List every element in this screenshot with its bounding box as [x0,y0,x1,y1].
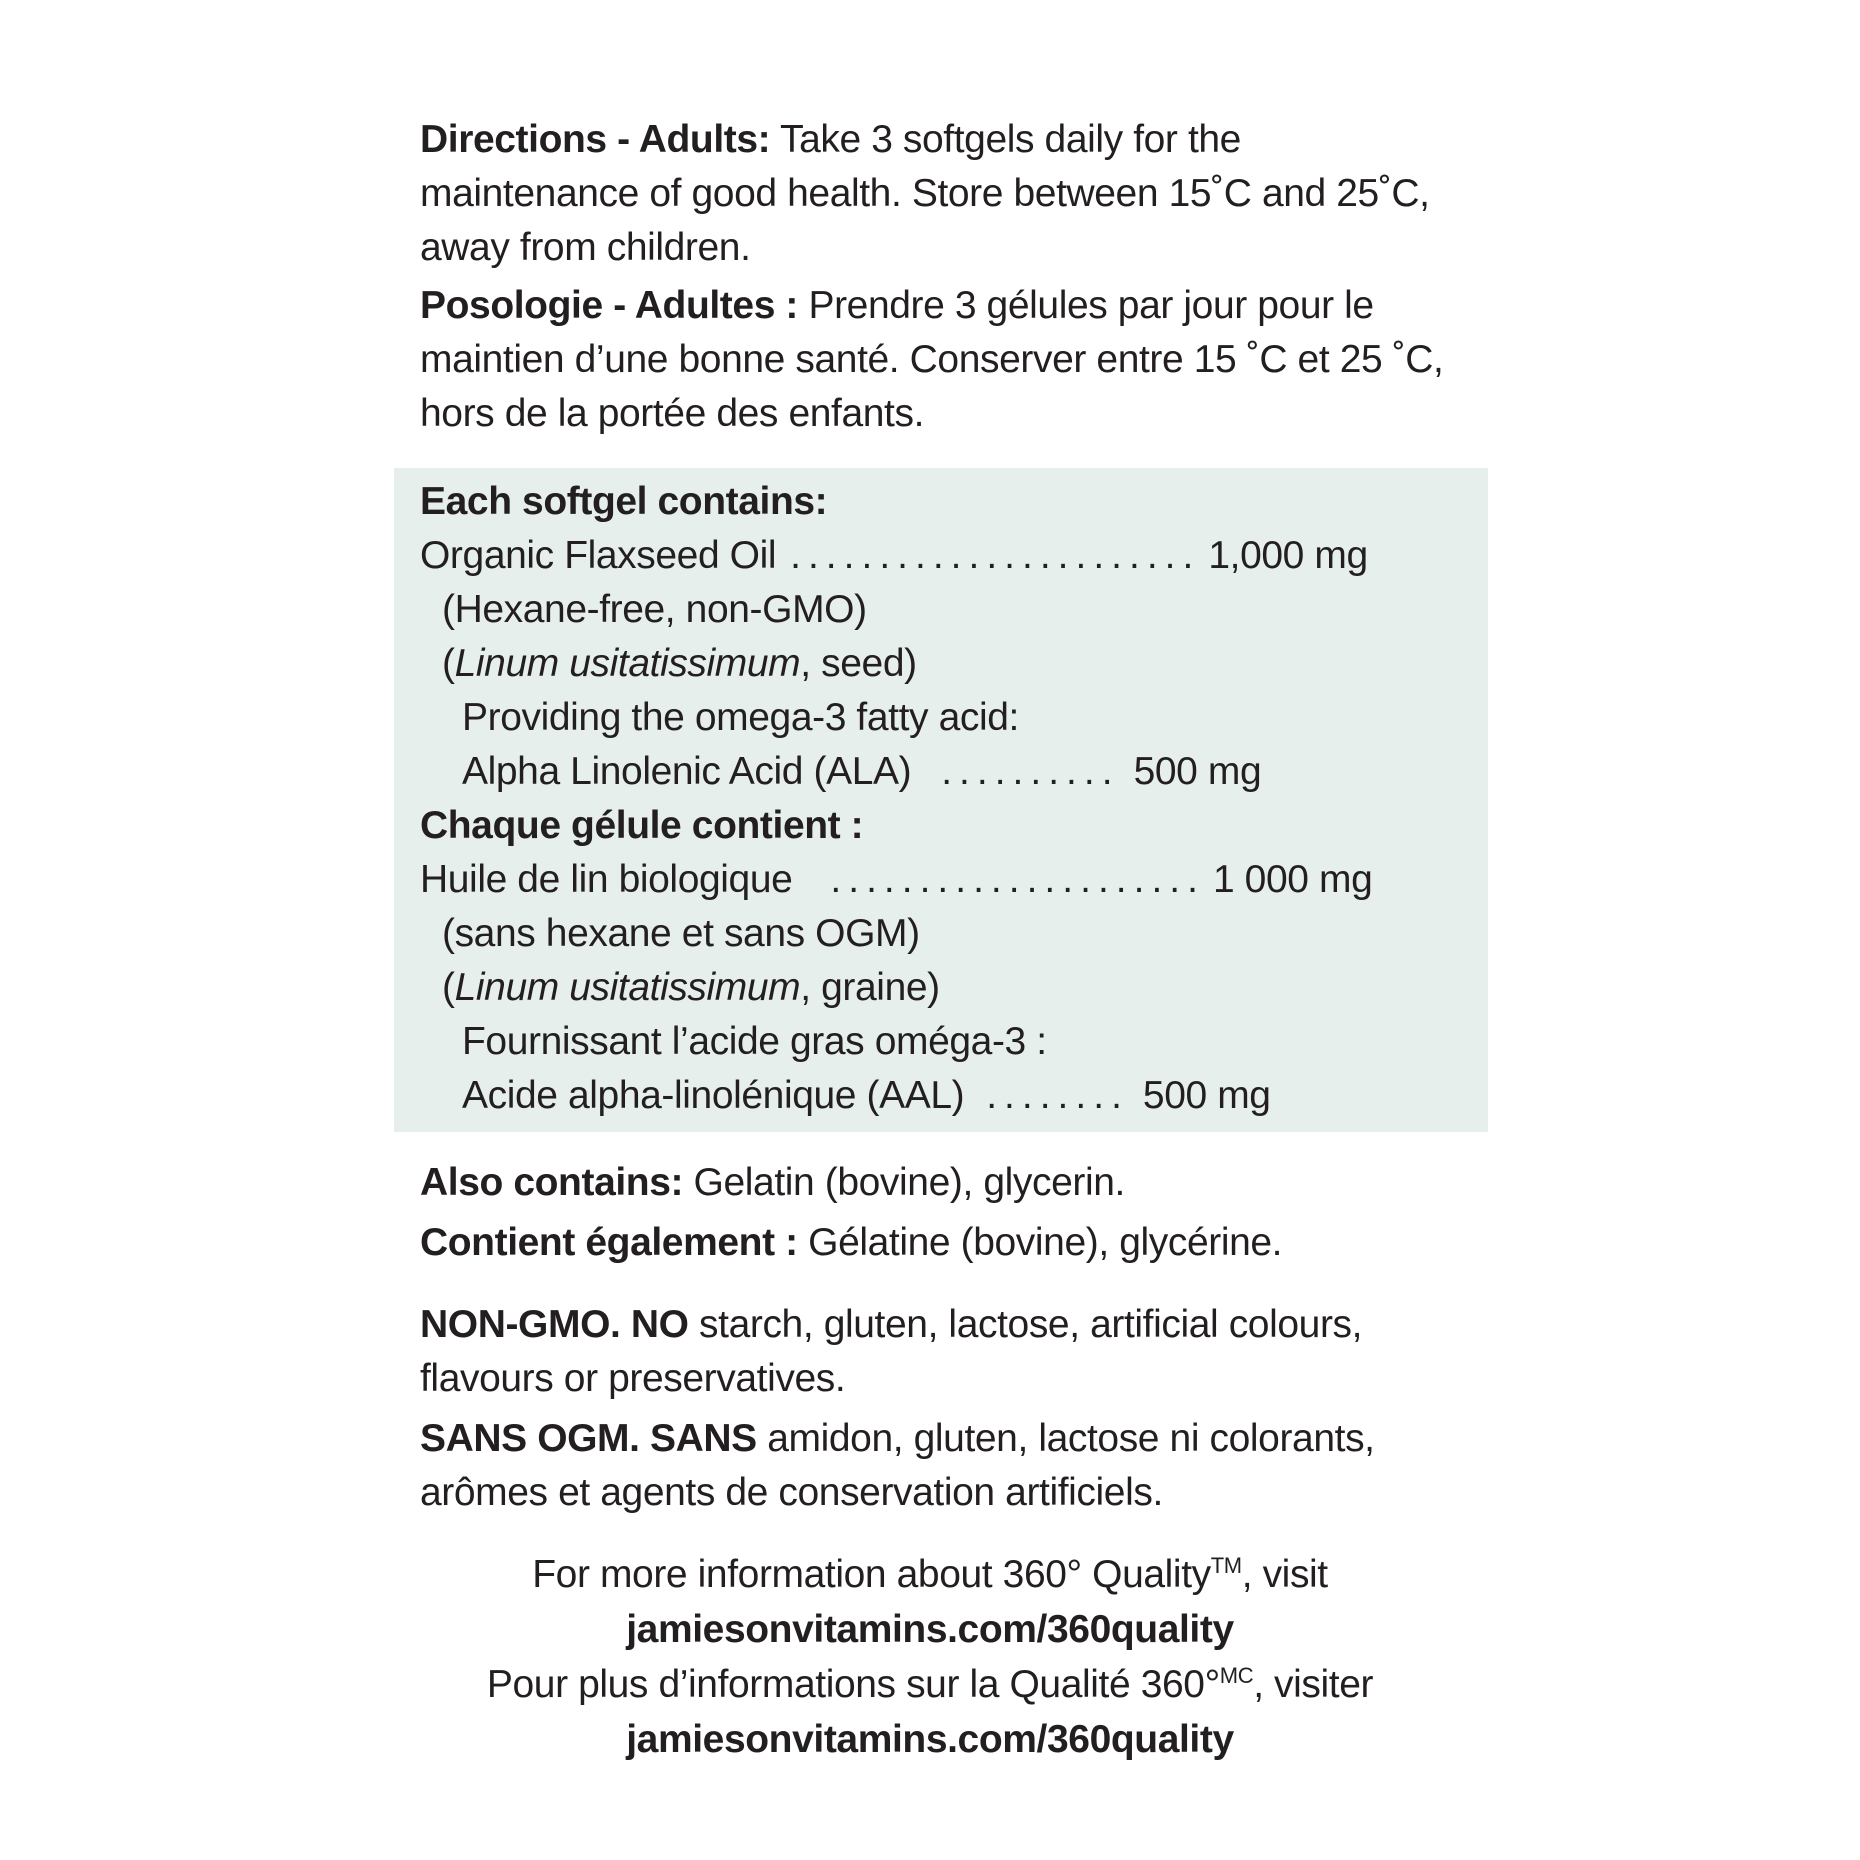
directions-en [420,113,1480,275]
quality-info-en [300,1548,1560,1603]
source-part: , seed) [800,642,917,685]
also-contains-en [420,1156,1480,1210]
also-contains-fr-line [420,1216,1480,1270]
free-from-en-label: NON-GMO. NO [420,1303,689,1346]
ingredient-row-main-en [420,529,1480,583]
ingredient-amount: 1,000 mg [1208,534,1368,577]
leader-dots: .......... [941,750,1120,793]
ingredient-note: (sans hexane et sans OGM) [442,912,920,955]
quality-info-fr [300,1658,1560,1713]
directions-fr-line1 [420,279,1480,333]
quality-info-en-tail: , visit [1241,1553,1328,1596]
paren-open: ( [442,642,455,685]
free-from-fr-text1: amidon, gluten, lactose ni colorants, [756,1417,1375,1460]
directions-fr [420,279,1480,441]
also-contains-en-line [420,1156,1480,1210]
latin-name: Linum usitatissimum [454,966,801,1009]
latin-name: Linum usitatissimum [454,642,801,685]
quality-info-fr-text: Pour plus d’informations sur la Qualité 360° [486,1663,1220,1706]
sub-ingredient-amount: 500 mg [1133,750,1262,793]
quality-info-fr-tail: , visiter [1253,1663,1374,1706]
directions-fr-line3: hors de la portée des enfants. [420,392,925,435]
free-from-en-text1: starch, gluten, lactose, artificial colours, [688,1303,1363,1346]
trademark-mark: TM [1210,1553,1242,1578]
ingredient-row-sub-en [420,745,1480,799]
directions-en-line2: maintenance of good health. Store between 15˚C and 25˚C, [420,172,1430,215]
free-from-fr [420,1412,1480,1520]
ingredients-en-heading: Each softgel contains: [420,480,828,523]
directions-fr-text1: Prendre 3 gélules par jour pour le [798,284,1374,327]
ingredient-row-sub-fr [420,1069,1480,1123]
website-link-fr[interactable]: jamiesonvitamins.com/360quality [626,1718,1234,1761]
also-contains-en-text: Gelatin (bovine), glycerin. [683,1161,1125,1204]
leader-dots: ....................... [790,534,1201,577]
also-contains-en-label: Also contains: [420,1161,684,1204]
ingredient-name: Huile de lin biologique [420,858,793,901]
sub-ingredient-name: Alpha Linolenic Acid (ALA) [462,750,912,793]
paren-open: ( [442,966,455,1009]
free-from-fr-label: SANS OGM. SANS [420,1417,757,1460]
sub-ingredient-name: Acide alpha-linolénique (AAL) [462,1074,965,1117]
free-from-en-line1 [420,1298,1480,1352]
ingredient-source [420,961,1480,1015]
directions-fr-line2: maintien d’une bonne santé. Conserver entre 15 ˚C et 25 ˚C, [420,338,1444,381]
directions-en-label: Directions - Adults: [420,118,771,161]
ingredients-fr-heading: Chaque gélule contient : [420,804,864,847]
quality-info-en-text: For more information about 360° Quality [532,1553,1211,1596]
free-from-fr-line1 [420,1412,1480,1466]
also-contains-fr-text: Gélatine (bovine), glycérine. [797,1221,1283,1264]
ingredient-row-main-fr [420,853,1480,907]
directions-en-text1: Take 3 softgels daily for the [770,118,1241,161]
directions-fr-label: Posologie - Adultes : [420,284,799,327]
free-from-en-line2: flavours or preservatives. [420,1357,846,1400]
source-part: , graine) [800,966,940,1009]
providing-text: Providing the omega-3 fatty acid: [462,696,1019,739]
also-contains-fr [420,1216,1480,1270]
ingredient-note: (Hexane-free, non-GMO) [442,588,867,631]
ingredients-en [420,475,1480,799]
ingredient-name: Organic Flaxseed Oil [420,534,777,577]
sub-ingredient-amount: 500 mg [1142,1074,1271,1117]
leader-dots: ........ [986,1074,1129,1117]
also-contains-fr-label: Contient également : [420,1221,798,1264]
directions-en-line3: away from children. [420,226,751,269]
free-from-en [420,1298,1480,1406]
free-from-fr-line2: arômes et agents de conservation artificiels. [420,1471,1163,1514]
ingredient-amount: 1 000 mg [1212,858,1373,901]
website-link-en[interactable]: jamiesonvitamins.com/360quality [626,1608,1234,1651]
trademark-mark-fr: MC [1219,1663,1254,1688]
leader-dots: ..................... [830,858,1205,901]
ingredient-source [420,637,1480,691]
providing-text: Fournissant l’acide gras oméga-3 : [462,1020,1047,1063]
ingredients-fr [420,799,1480,1123]
quality-info [300,1548,1560,1768]
directions-en-line1 [420,113,1480,167]
